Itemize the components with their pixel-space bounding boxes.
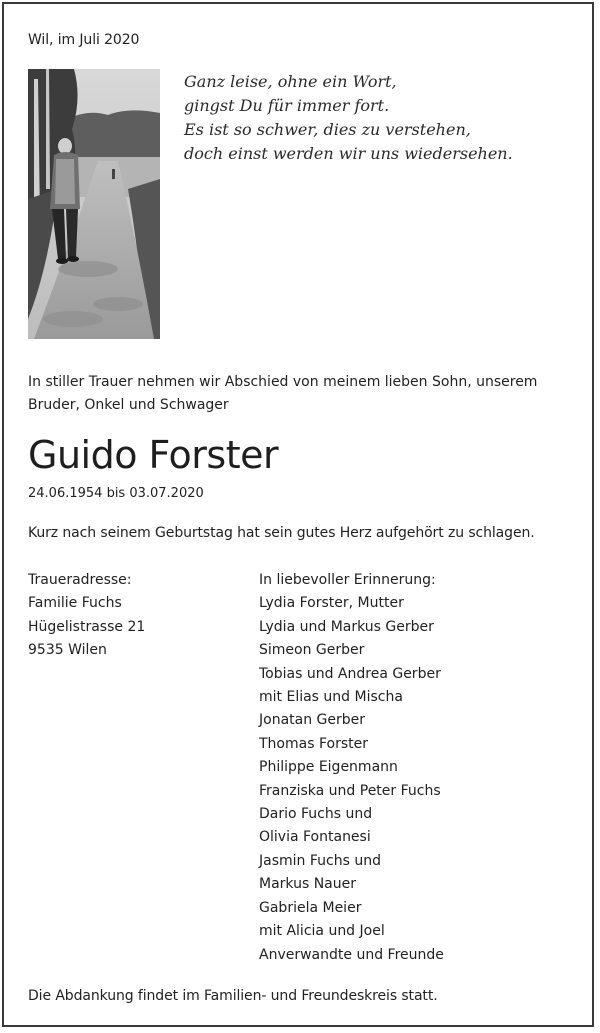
mourner-line: Anverwandte und Freunde	[259, 946, 444, 963]
mourner-line: Simeon Gerber	[259, 642, 365, 659]
mourner-line: Lydia und Markus Gerber	[259, 618, 434, 635]
mourner-line: Jasmin Fuchs und	[259, 852, 381, 869]
address-line: Hügelistrasse 21	[28, 618, 146, 635]
mourner-line: Lydia Forster, Mutter	[259, 595, 404, 612]
address-line: 9535 Wilen	[28, 642, 107, 659]
mourner-line: Gabriela Meier	[259, 899, 362, 916]
mourner-line: Dario Fuchs und	[259, 806, 373, 823]
deceased-name: Guido Forster	[28, 433, 279, 477]
poem-line: Es ist so schwer, dies zu verstehen,	[184, 120, 471, 139]
mourner-line: Jonatan Gerber	[259, 712, 366, 729]
intro-text: In stiller Trauer nehmen wir Abschied von meinem lieben Sohn, unserem Bruder, Onkel und Schwager	[28, 374, 538, 413]
mourner-line: Franziska und Peter Fuchs	[259, 782, 441, 799]
place-date: Wil, im Juli 2020	[28, 32, 140, 48]
mourner-line: mit Alicia und Joel	[259, 923, 385, 940]
mourner-line: Tobias und Andrea Gerber	[259, 665, 441, 682]
mourner-line: Olivia Fontanesi	[259, 829, 371, 846]
closing-text: Die Abdankung findet im Familien- und Freundeskreis statt.	[28, 988, 438, 1004]
passing-text: Kurz nach seinem Geburtstag hat sein gutes Herz aufgehört zu schlagen.	[28, 525, 535, 541]
mourning-address	[28, 569, 145, 663]
mourners-list	[259, 569, 444, 967]
life-dates: 24.06.1954 bis 03.07.2020	[28, 486, 204, 501]
mourner-line: Philippe Eigenmann	[259, 759, 398, 776]
address-line: Traueradresse:	[28, 572, 132, 588]
memorial-photo	[28, 69, 160, 339]
mourner-line: mit Elias und Mischa	[259, 689, 403, 706]
poem-line: gingst Du für immer fort.	[184, 96, 390, 115]
address-line: Familie Fuchs	[28, 595, 122, 612]
mourner-line: Markus Nauer	[259, 876, 357, 893]
mourner-line: Thomas Forster	[259, 735, 368, 752]
mourner-line: In liebevoller Erinnerung:	[259, 572, 436, 588]
poem	[184, 70, 513, 166]
photo-illustration	[28, 69, 160, 339]
poem-line: doch einst werden wir uns wiedersehen.	[184, 144, 513, 163]
poem-line: Ganz leise, ohne ein Wort,	[184, 72, 397, 91]
obituary-frame	[2, 2, 594, 1027]
